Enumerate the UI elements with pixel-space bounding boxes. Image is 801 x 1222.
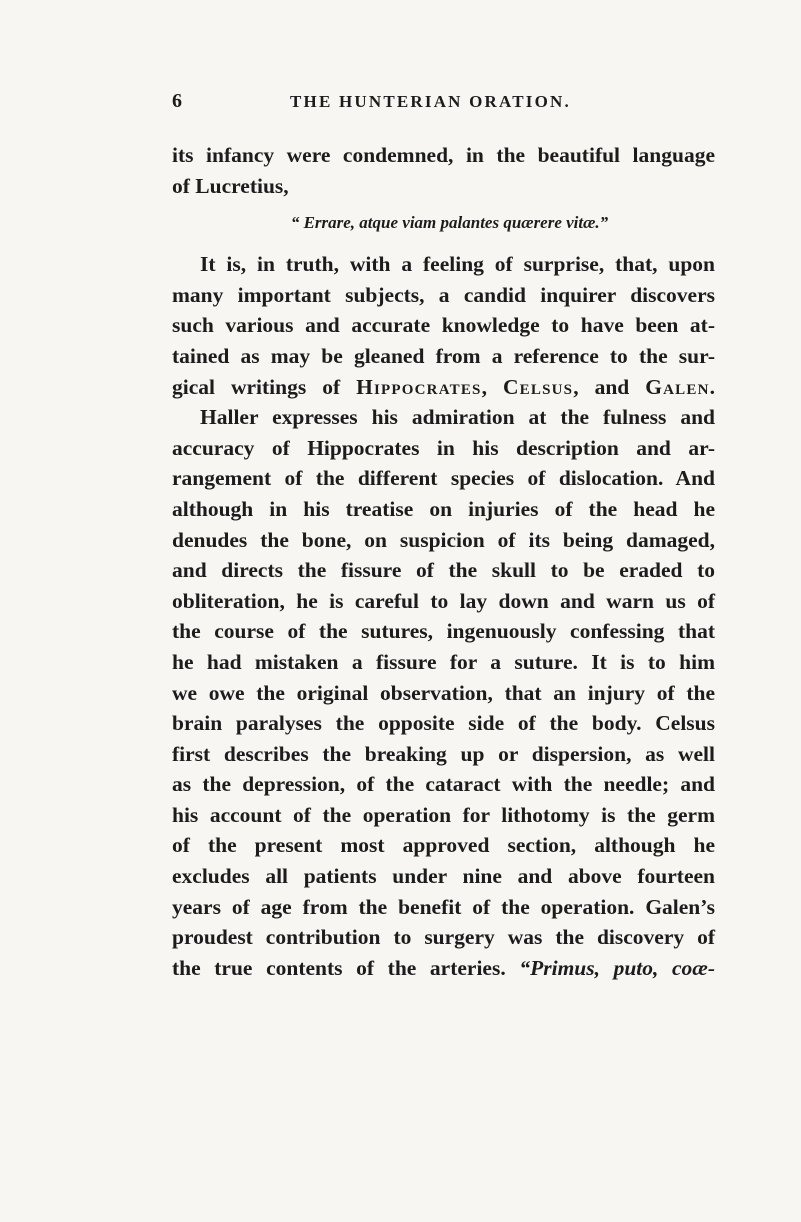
text-line: proudest contribution to surgery was the discovery of [172,925,715,950]
page-header [0,90,801,120]
text-line: rangement of the different species of dislocation. And [172,466,715,491]
author-name: Celsus [502,374,574,399]
latin-quote: “ Errare, atque viam palantes quærere vitæ.” [290,213,609,233]
text-line: such various and accurate knowledge to have been at- [172,313,715,338]
text-line: tained as may be gleaned from a reference to the sur- [172,343,715,368]
text-line: and directs the fissure of the skull to be eraded to [172,558,715,583]
text-line: he had mistaken a fissure for a suture. It is to him [172,649,715,674]
text-line: Haller expresses his admiration at the fulness and [200,405,715,430]
author-name: Hippocrates [356,374,482,399]
text-line [172,953,715,984]
text-line: excludes all patients under nine and above fourteen [172,864,715,889]
text-line: although in his treatise on injuries of the head he [172,496,715,521]
text-line: many important subjects, a candid inquirer discovers [172,282,715,307]
text-line: accuracy of Hippocrates in his description and ar- [172,435,715,460]
text-line: its infancy were condemned, in the beautiful language [172,143,715,167]
text-run: , and [573,374,646,399]
body-text [172,140,715,983]
text-run: . [709,374,715,399]
text-line: as the depression, of the cataract with the needle; and [172,772,715,797]
text-run: , [481,374,503,399]
text-line: first describes the breaking up or dispersion, as well [172,741,715,766]
text-line: his account of the operation for lithotomy is the germ [172,802,715,827]
text-run: gical writings of [172,374,357,399]
text-run: the true contents of the arteries. [172,955,520,980]
author-name: Galen [645,374,710,399]
text-line: years of age from the benefit of the operation. Galen’s [172,894,715,919]
text-line [172,372,715,403]
latin-quote-start: “Primus, puto, coæ- [519,955,715,980]
text-line: we owe the original observation, that an injury of the [172,680,715,705]
text-line: It is, in truth, with a feeling of surprise, that, upon [200,252,715,277]
text-line: obliteration, he is careful to lay down and warn us of [172,588,715,613]
text-line: denudes the bone, on suspicion of its being damaged, [172,527,715,552]
text-line: of Lucretius, [172,173,289,198]
page-number: 6 [172,90,182,112]
text-line: the course of the sutures, ingenuously confessing that [172,619,715,644]
text-line: of the present most approved section, although he [172,833,715,858]
text-line: brain paralyses the opposite side of the body. Celsus [172,711,715,736]
running-head: THE HUNTERIAN ORATION. [290,92,571,111]
